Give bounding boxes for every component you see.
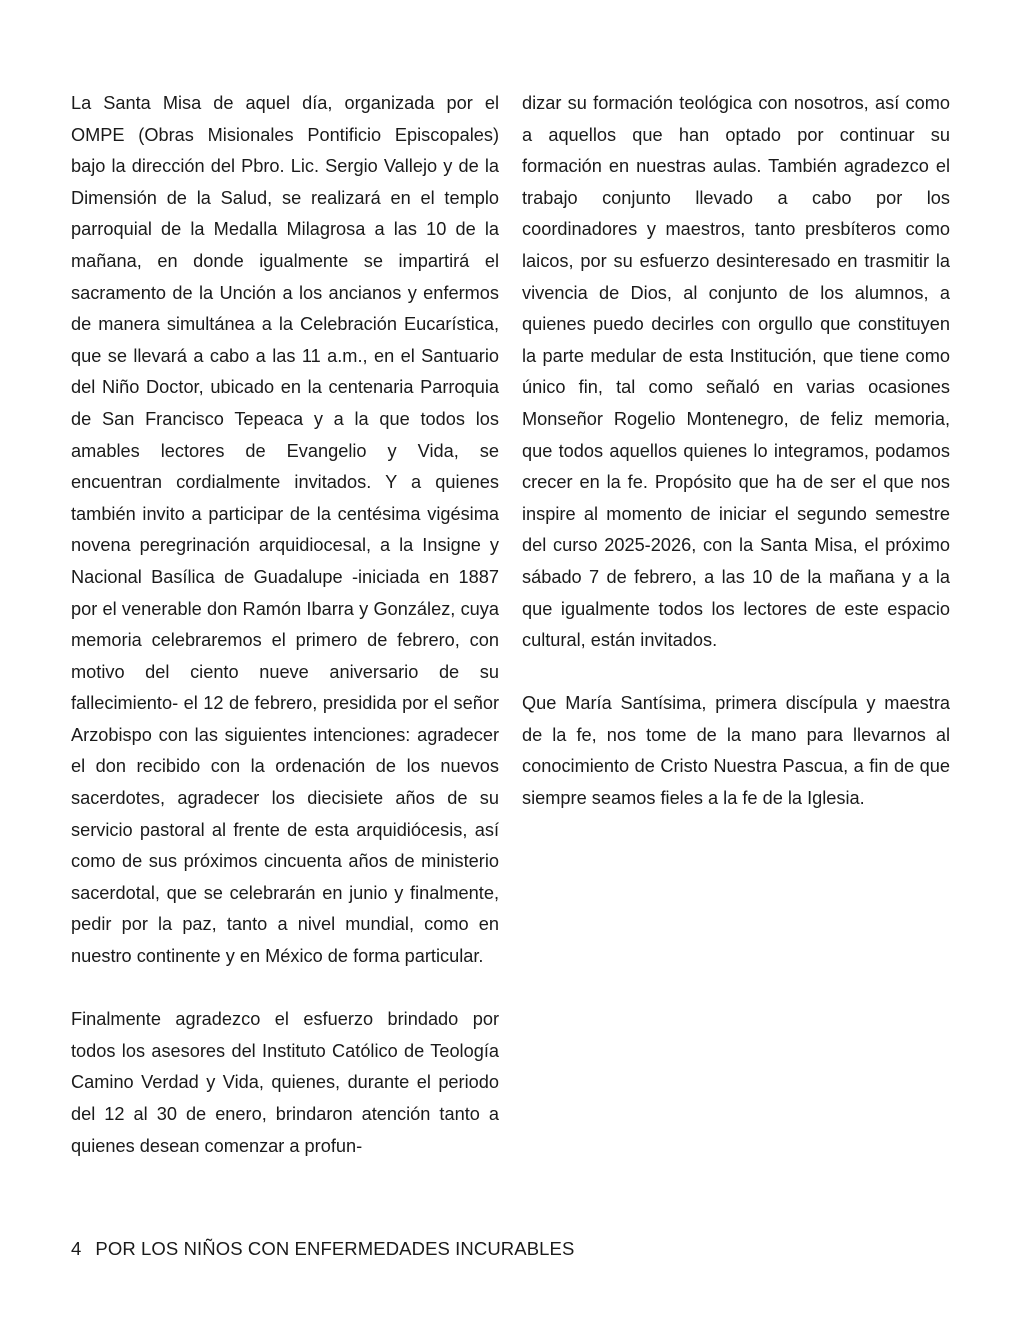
running-title: POR LOS NIÑOS CON ENFERMEDADES INCURABLES <box>95 1238 575 1259</box>
right-column <box>522 88 950 815</box>
paragraph: dizar su formación teológica con nosotros, así como a aquellos que han optado por continuar su formación en nuestras aulas. También agradezco el trabajo conjunto llevado a cabo por los coordinadores y maestros, tanto presbíteros como laicos, por su esfuerzo desinteresado en trasmitir la vivencia de Dios, al conjunto de los alumnos, a quienes puedo decirles con orgullo que constituyen la parte medular de esta Institución, que tiene como único fin, tal como señaló en varias ocasiones Monseñor Rogelio Montenegro, de feliz memoria, que todos aquellos quienes lo integramos, podamos crecer en la fe. Propósito que ha de ser el que nos inspire al momento de iniciar el segundo semestre del curso 2025-2026, con la Santa Misa, el próximo sábado 7 de febrero, a las 10 de la mañana y a la que igualmente todos los lectores de este espacio cultural, están invitados. <box>522 93 950 651</box>
page-footer <box>71 1235 574 1263</box>
page-number: 4 <box>71 1238 82 1259</box>
paragraph: Finalmente agradezco el esfuerzo brindado por todos los asesores del Instituto Católico de Teología Camino Verdad y Vida, quienes, durante el periodo del 12 al 30 de enero, brindaron atención tanto a quienes desean comenzar a profun- <box>71 1009 499 1156</box>
left-column <box>71 88 499 1162</box>
paragraph-spacer <box>522 657 950 689</box>
paragraph: La Santa Misa de aquel día, organizada por el OMPE (Obras Misionales Pontificio Episcopales) bajo la dirección del Pbro. Lic. Sergio Vallejo y de la Dimensión de la Salud, se realizará en el templo parroquial de la Medalla Milagrosa a las 10 de la mañana, en donde igualmente se impartirá el sacramento de la Unción a los ancianos y enfermos de manera simultánea a la Celebración Eucarística, que se llevará a cabo a las 11 a.m., en el Santuario del Niño Doctor, ubicado en la centenaria Parroquia de San Francisco Tepeaca y a la que todos los amables lectores de Evangelio y Vida, se encuentran cordialmente invitados. Y a quienes también invito a participar de la centésima vigésima novena peregrinación arquidiocesal, a la Insigne y Nacional Basílica de Guadalupe -iniciada en 1887 por el venerable don Ramón Ibarra y González, cuya memoria celebraremos el primero de febrero, con motivo del ciento nueve aniversario de su fallecimiento- el 12 de febrero, presidida por el señor Arzobispo con las siguientes intenciones: agradecer el don recibido con la ordenación de los nuevos sacerdotes, agradecer los diecisiete años de su servicio pastoral al frente de esta arquidiócesis, así como de sus próximos cincuenta años de ministerio sacerdotal, que se celebrarán en junio y finalmente, pedir por la paz, tanto a nivel mundial, como en nuestro continente y en México de forma particular. <box>71 93 499 967</box>
paragraph: Que María Santísima, primera discípula y maestra de la fe, nos tome de la mano para llevarnos al conocimiento de Cristo Nuestra Pascua, a fin de que siempre seamos fieles a la fe de la Iglesia. <box>522 693 950 809</box>
paragraph-spacer <box>71 973 499 1005</box>
